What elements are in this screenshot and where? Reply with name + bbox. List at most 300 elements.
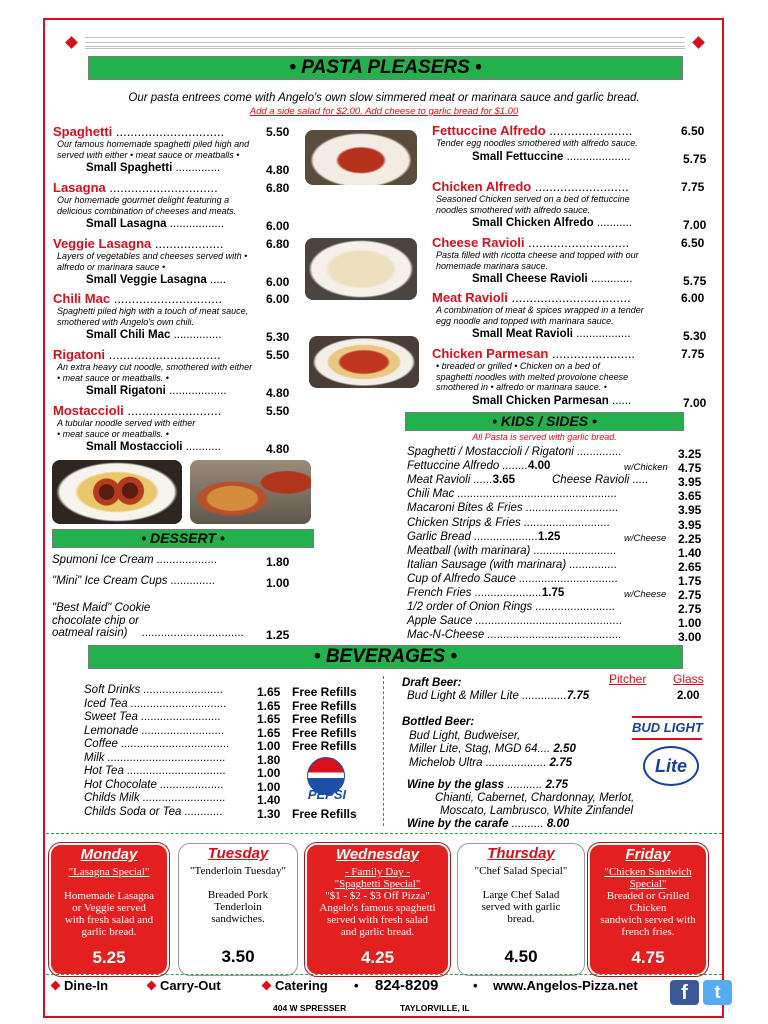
leader-dots: .............................. [130, 697, 227, 710]
kids-item-option: w/Cheese [624, 589, 667, 600]
small-portion-name: Small Lasagna [86, 218, 167, 230]
soft-drink-price: 1.30 [257, 806, 281, 821]
wine-glass-name: Wine by the glass [407, 779, 505, 791]
leader-dots: .................................................. [457, 488, 618, 501]
kids-item [407, 474, 515, 486]
rigatoni-photo [309, 336, 419, 388]
pasta-small-portion [472, 151, 631, 163]
pasta-item [53, 180, 218, 195]
pasta-item-price: 6.00 [681, 291, 705, 305]
leader-dots: ...... [473, 474, 493, 487]
kids-item-option: w/Chicken [624, 462, 668, 474]
kids-note: All Pasta is served with garlic bread. [472, 432, 617, 442]
leader-dots: .......................... [127, 403, 222, 418]
free-refills-label: Free Refills [292, 685, 357, 699]
leader-dots: ......................... [141, 711, 222, 723]
pasta-item [432, 235, 629, 250]
leader-dots: ......................... [143, 684, 224, 696]
pasta-item-description: spaghetti noodles with melted provolone cheese [436, 371, 629, 382]
footer-catering [263, 978, 328, 993]
pasta-item [432, 290, 631, 305]
soft-drink-name: Childs Soda or Tea [84, 805, 182, 818]
beverages-banner: • BEVERAGES • [88, 645, 683, 669]
leader-dots: .............................. [113, 291, 223, 306]
special-line: sandwiches. [211, 913, 265, 925]
pasta-small-portion [472, 395, 631, 407]
wine-carafe-price: 8.00 [546, 818, 570, 830]
soft-drink-item [84, 725, 225, 737]
small-portion-name: Small Mostaccioli [86, 441, 183, 453]
pasta-item [53, 403, 221, 418]
leader-dots: .................... [566, 150, 631, 163]
special-line: Large Chef Salad [482, 889, 560, 901]
special-price: 4.25 [360, 948, 395, 967]
kids-item-price: 2.65 [678, 559, 702, 574]
kids-item [407, 601, 615, 613]
soft-drink-item [84, 779, 224, 791]
kids-item-small-price: 1.75 [541, 587, 565, 599]
footer-phone: 824-8209 [375, 977, 439, 994]
pasta-item-description: A tubular noodle served with either [57, 418, 196, 428]
special-line: or Veggie served [72, 902, 146, 914]
pasta-item-description: • meat sauce or meatballs. • [57, 428, 169, 439]
kids-item-price: 2.75 [678, 588, 702, 602]
kids-item-name: Apple Sauce [407, 615, 473, 628]
leader-dots: .............. [175, 162, 221, 174]
soft-drink-item [84, 806, 223, 818]
leader-dots: .............................. [109, 180, 218, 195]
bottled-dots: .... [537, 743, 551, 755]
special-line: french fries. [621, 926, 675, 938]
dessert-price: 1.80 [266, 555, 290, 569]
decorative-lines [85, 37, 685, 49]
special-line: Breaded or Grilled [606, 890, 690, 902]
pasta-small-portion [472, 273, 632, 285]
soft-drink-item [84, 752, 226, 764]
soft-drink-item [84, 684, 223, 696]
kids-item-name: Mac-N-Cheese [407, 629, 485, 642]
catering-label: Catering [275, 978, 328, 993]
miller-lite-logo: Lite [643, 746, 699, 786]
kids-item [407, 629, 622, 641]
pasta-item-description: homemade marinara sauce. [436, 260, 549, 271]
kids-item-name: Chicken Strips & Fries [407, 516, 521, 529]
kids-item-price: 1.40 [678, 545, 702, 560]
special-line: "Tenderloin Tuesday" [190, 865, 286, 877]
soft-drink-name: Coffee [84, 738, 118, 750]
small-portion-name: Small Chicken Alfredo [472, 217, 594, 229]
alfredo-photo [305, 238, 417, 300]
soft-drink-price: 1.65 [257, 698, 281, 713]
footer-bullet-1: • [354, 978, 359, 993]
kids-item-name: Meat Ravioli [407, 474, 471, 487]
leader-dots: .................. [169, 385, 227, 397]
pasta-item-price: 5.50 [266, 125, 290, 139]
special-day-name: Monday [80, 846, 138, 863]
pasta-item-price: 6.50 [681, 124, 705, 138]
draft-pitcher-price: 7.75 [566, 690, 590, 702]
wine-glass-price: 2.75 [545, 779, 568, 791]
special-thursday [457, 843, 585, 976]
special-line: served with fresh salad [326, 914, 429, 926]
special-line: with fresh salad and [64, 914, 154, 926]
soft-drink-item [84, 711, 221, 723]
kids-item-small-price: 3.65 [492, 474, 516, 487]
pasta-item-price: 6.50 [681, 236, 705, 250]
pasta-small-portion [86, 162, 220, 174]
pasta-small-price: 5.75 [683, 274, 707, 288]
bottled-price: 2.50 [553, 743, 576, 755]
small-portion-name: Small Chili Mac [86, 329, 171, 341]
kids-item-option: w/Cheese [624, 532, 667, 544]
pasta-item-name: Fettuccine Alfredo [432, 123, 546, 138]
pasta-item-description: egg noodle and topped with marinara sauce. [436, 315, 614, 326]
dessert-item [52, 575, 215, 587]
pasta-item-description: Our famous homemade spaghetti piled high and [57, 139, 250, 149]
small-portion-name: Small Chicken Parmesan [472, 394, 609, 407]
pasta-small-price: 4.80 [266, 163, 290, 177]
leader-dots: .................................. [121, 738, 230, 750]
leader-dots: ................... [156, 554, 218, 566]
diamond-icon [51, 981, 61, 991]
ultra-item [409, 757, 572, 769]
kids-item-price: 3.00 [678, 630, 702, 645]
pasta-item-name: Cheese Ravioli [432, 235, 525, 250]
special-line: served with garlic [481, 901, 561, 913]
kids-item [407, 517, 610, 529]
pasta-item [432, 179, 629, 194]
diamond-icon [147, 981, 157, 991]
pasta-item-description: Spaghetti piled high with a touch of meat sauce, [57, 306, 249, 316]
wine-list-2: Moscato, Lambrusco, White Zinfandel [440, 805, 634, 817]
pasta-item-description: Seasoned Chicken served on a bed of fettuccine [436, 194, 630, 204]
special-price: 4.75 [631, 948, 665, 967]
pasta-item-name: Lasagna [53, 180, 106, 195]
kids-item-price: 2.75 [678, 602, 702, 617]
free-refills-label: Free Refills [292, 698, 357, 713]
pasta-small-price: 7.00 [683, 218, 707, 232]
wine-glass-item [407, 779, 568, 791]
special-day-name: Friday [625, 846, 671, 863]
pasta-item-description: A combination of meat & spices wrapped in a tender [436, 305, 644, 315]
pasta-item-name: Chili Mac [53, 291, 111, 306]
special-monday [49, 843, 169, 976]
pasta-addon: Add a side salad for $2.00. Add cheese to garlic bread for $1.00 [249, 106, 519, 117]
leader-dots: ......................... [535, 601, 616, 614]
pasta-small-portion [86, 441, 221, 453]
kids-item-price: 3.25 [678, 447, 702, 461]
leader-dots: ................. [169, 218, 225, 230]
small-portion-name: Small Veggie Lasagna [86, 274, 207, 286]
leader-dots: ..................................... [107, 751, 226, 764]
pasta-small-portion [472, 217, 632, 229]
leader-dots: ............................... [127, 765, 227, 777]
dine-in-label: Dine-In [64, 978, 109, 993]
glass-label: Glass [673, 672, 704, 686]
wine-carafe-item [407, 818, 569, 830]
kids-item-name: French Fries [407, 587, 472, 599]
soft-drink-item [84, 738, 230, 750]
special-line: - Family Day - [344, 866, 411, 878]
leader-dots: .......................... [141, 724, 225, 737]
special-line: "Spaghetti Special" [334, 878, 421, 890]
leader-dots: ........... [185, 441, 221, 453]
kids-item-name: Italian Sausage (with marinara) [407, 558, 567, 571]
pasta-item-description: served with either • meat sauce or meatballs • [57, 149, 240, 160]
kids-item-name: 1/2 order of Onion Rings [407, 601, 533, 614]
special-day-name: Tuesday [207, 845, 269, 862]
soft-drink-price: 1.65 [257, 712, 281, 726]
special-line: Breaded Pork [207, 889, 269, 901]
leader-dots: .......................... [534, 179, 629, 194]
footer-address: 404 W SPRESSER [273, 1003, 347, 1013]
special-line: Chicken [629, 902, 667, 914]
footer-divider [46, 974, 722, 975]
special-price: 4.50 [504, 947, 538, 966]
kids-item-price: 3.95 [678, 503, 702, 518]
kids-item-option-name: Cheese Ravioli [552, 474, 630, 487]
leader-dots: .......................... [142, 792, 226, 804]
bottled-line-1: Bud Light, Budweiser, [409, 730, 521, 742]
pasta-item-price: 7.75 [681, 347, 705, 361]
leader-dots: .............................. [115, 124, 225, 139]
pasta-small-portion [472, 328, 631, 340]
pasta-item-price: 7.75 [681, 180, 705, 194]
pasta-small-price: 4.80 [266, 386, 290, 400]
special-line: bread. [507, 913, 535, 925]
soft-drink-price: 1.80 [257, 752, 281, 767]
pasta-item-description: Our homemade gourmet delight featuring a [57, 195, 230, 205]
leader-dots: ............ [184, 805, 223, 818]
pasta-item-price: 5.50 [266, 348, 290, 362]
soft-drink-price: 1.00 [257, 739, 281, 753]
kids-item-name: Spaghetti / Mostaccioli / Rigatoni [407, 446, 574, 458]
pasta-item-description: Tender egg noodles smothered with alfredo sauce. [436, 138, 638, 148]
kids-item [407, 488, 617, 500]
kids-item-name: Macaroni Bites & Fries [407, 502, 523, 515]
pasta-item-description: An extra heavy cut noodle, smothered with either [57, 362, 253, 372]
kids-item-price: 1.00 [678, 616, 702, 631]
kids-item-price: 2.25 [678, 531, 702, 546]
leader-dots: ....................... [549, 123, 633, 138]
special-price: 5.25 [92, 948, 126, 967]
soft-drink-item [84, 765, 226, 777]
kids-item-name: Chili Mac [407, 488, 455, 501]
ultra-price: 2.75 [549, 757, 573, 769]
leader-dots: .................... [160, 778, 224, 791]
special-line: garlic bread. [81, 926, 137, 938]
soft-drink-name: Hot Chocolate [84, 778, 157, 791]
leader-dots: ........................... [523, 516, 611, 529]
special-day-name: Thursday [487, 845, 555, 862]
pasta-small-price: 7.00 [683, 395, 707, 410]
footer-dine-in [52, 978, 108, 993]
wine-glass-dots: ........... [507, 779, 543, 791]
pasta-item-name: Mostaccioli [53, 403, 124, 418]
special-line: "$1 - $2 - $3 Off Pizza" [325, 890, 430, 902]
special-price: 3.50 [221, 947, 255, 966]
draft-name: Bud Light & Miller Lite [407, 690, 519, 702]
draft-dots: .............. [522, 690, 567, 702]
pasta-item-name: Chicken Parmesan [432, 346, 549, 361]
pizza-photo [190, 460, 311, 524]
special-line: "Chef Salad Special" [474, 865, 568, 877]
soft-drink-name: Hot Tea [84, 765, 124, 777]
special-line: "Lasagna Special" [68, 866, 150, 878]
free-refills-label: Free Refills [292, 739, 357, 753]
pasta-item-description: alfredo or marinara sauce • [57, 261, 166, 272]
pasta-item-description: Layers of vegetables and cheeses served with • [57, 251, 248, 261]
pasta-small-price: 6.00 [266, 219, 290, 233]
soft-drink-name: Soft Drinks [84, 684, 141, 696]
footer-bullet-2: • [473, 978, 478, 993]
pasta-item-name: Chicken Alfredo [432, 179, 532, 194]
leader-dots: ..... [632, 474, 649, 487]
draft-glass-price: 2.00 [677, 690, 700, 702]
specials-divider [46, 833, 722, 834]
kids-item-price: 3.95 [678, 475, 702, 490]
dessert-name: "Mini" Ice Cream Cups [52, 575, 168, 587]
soft-drink-price: 1.00 [257, 779, 281, 794]
soft-drink-price: 1.00 [257, 766, 281, 780]
pasta-small-price: 5.75 [683, 151, 707, 166]
special-line: and garlic bread. [340, 926, 415, 938]
special-line: Angelo's famous spaghetti [319, 902, 436, 914]
pasta-item [53, 347, 221, 362]
leader-dots: ........... [596, 217, 632, 229]
pasta-item-description: delicious combination of cheeses and meats. [57, 205, 237, 216]
bottled-title: Bottled Beer: [402, 716, 475, 728]
small-portion-name: Small Spaghetti [86, 162, 173, 174]
dessert-item [52, 554, 218, 566]
soft-drink-price: 1.40 [257, 793, 281, 807]
soft-drink-name: Childs Milk [84, 792, 140, 804]
kids-item-small-price: 1.25 [538, 530, 561, 543]
leader-dots: ........ [502, 460, 529, 473]
beverage-divider [383, 676, 384, 826]
pasta-small-price: 6.00 [266, 275, 290, 289]
kids-item [407, 531, 560, 543]
kids-banner: • KIDS / SIDES • [405, 412, 684, 431]
kids-item-small-price: 4.00 [528, 460, 551, 473]
pasta-small-portion [86, 329, 222, 341]
dessert-price: 1.00 [266, 576, 290, 590]
draft-item [407, 690, 589, 702]
leader-dots: ....................... [551, 346, 636, 361]
ultra-name: Michelob Ultra [409, 757, 483, 769]
pasta-item [53, 124, 224, 139]
draft-title: Draft Beer: [402, 677, 462, 689]
kids-item-name: Fettuccine Alfredo [407, 460, 500, 473]
kids-item-option-wrap [552, 474, 649, 486]
leader-dots: ................................ [142, 627, 245, 639]
wine-carafe-name: Wine by the carafe [407, 818, 509, 830]
cookie-price: 1.25 [266, 628, 290, 642]
special-tuesday [178, 843, 298, 976]
kids-item [407, 545, 617, 557]
cookie-line: chocolate chip or [52, 614, 139, 627]
kids-item [407, 446, 622, 458]
special-line: Tenderloin [214, 901, 262, 913]
dessert-banner: • DESSERT • [52, 529, 314, 548]
wine-list-1: Chianti, Cabernet, Chardonnay, Merlot, [435, 792, 635, 804]
leader-dots: ............................... [519, 572, 619, 585]
pasta-item-name: Meat Ravioli [432, 290, 508, 305]
pasta-small-portion [86, 218, 224, 230]
leader-dots: ............... [569, 558, 618, 571]
bottled-line-2-text: Miller Lite, Stag, MGD 64 [409, 743, 538, 755]
pasta-item-description: smothered in • alfredo or marinara sauce. • [436, 382, 607, 392]
leader-dots: ............................ [528, 235, 630, 250]
kids-item-name: Meatball (with marinara) [407, 544, 531, 557]
twitter-icon[interactable]: t [703, 980, 732, 1005]
small-portion-name: Small Fettuccine [472, 150, 564, 163]
pasta-item-description: Pasta filled with ricotta cheese and topped with our [436, 250, 639, 260]
pasta-small-price: 5.30 [683, 329, 707, 343]
kids-item [407, 615, 622, 627]
pepsi-logo [295, 757, 359, 805]
leader-dots: ................. [576, 328, 631, 340]
pasta-item-description: • meat sauce or meatballs. • [57, 372, 169, 383]
pasta-small-portion [86, 274, 226, 286]
soft-drink-price: 1.65 [257, 685, 281, 699]
pasta-intro: Our pasta entrees come with Angelo's own slow simmered meat or marinara sauce and garlic bread. [128, 92, 640, 104]
kids-item [407, 587, 564, 599]
footer-website[interactable]: www.Angelos-Pizza.net [493, 978, 638, 993]
pasta-item-description: smothered with Angelo's own chili. [57, 316, 194, 327]
facebook-icon[interactable]: f [670, 980, 699, 1005]
pasta-item-price: 6.80 [266, 181, 290, 195]
pasta-item [432, 123, 632, 138]
pepsi-text: PEPSI [307, 787, 347, 802]
pasta-small-portion [86, 385, 227, 397]
pasta-small-price: 4.80 [266, 442, 290, 456]
pasta-item-name: Veggie Lasagna [53, 236, 152, 251]
leader-dots: ............................. [525, 502, 619, 515]
leader-dots: ................................. [511, 290, 631, 305]
pasta-item-price: 6.80 [266, 237, 290, 251]
leader-dots: ............... [173, 329, 222, 341]
soft-drink-item [84, 698, 227, 710]
free-refills-label: Free Refills [292, 712, 357, 726]
special-line: Special" [629, 878, 667, 890]
bud-light-logo: BUD LIGHT [632, 716, 702, 740]
pasta-banner: • PASTA PLEASERS • [88, 56, 683, 80]
footer-city: TAYLORVILLE, IL [400, 1003, 470, 1013]
kids-item-price: 3.95 [678, 517, 702, 532]
cookie-line: oatmeal raisin) [52, 627, 128, 639]
pasta-item [53, 236, 224, 251]
special-day-name: Wednesday [335, 846, 420, 863]
soft-drink-item [84, 792, 226, 804]
kids-item [407, 460, 550, 472]
special-line: sandwich served with [600, 914, 696, 926]
small-portion-name: Small Rigatoni [86, 385, 166, 397]
bottled-line-2 [409, 743, 576, 755]
kids-item-name: Garlic Bread [407, 530, 471, 543]
pasta-item-name: Spaghetti [53, 124, 113, 139]
soft-drink-name: Lemonade [84, 724, 139, 737]
kids-item-name: Cup of Alfredo Sauce [407, 572, 516, 585]
pasta-item-price: 6.00 [266, 292, 290, 306]
dessert-name: Spumoni Ice Cream [52, 554, 154, 566]
leader-dots: ..................... [474, 587, 542, 599]
soft-drink-name: Milk [84, 751, 105, 764]
leader-dots: ................... [154, 236, 224, 251]
kids-item [407, 573, 618, 585]
leader-dots: .............. [577, 446, 622, 458]
leader-dots: ............................... [108, 347, 221, 362]
